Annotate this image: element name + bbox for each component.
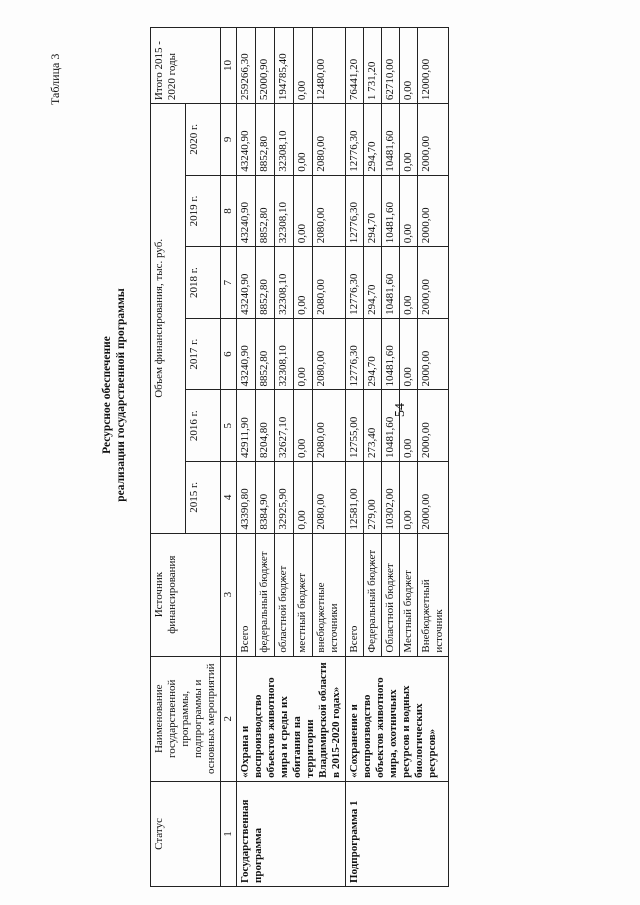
row-value: 8852,80: [256, 104, 275, 176]
row-value: 2080,00: [313, 247, 346, 319]
table-label: Таблица 3: [48, 53, 62, 105]
column-number: 8: [221, 175, 237, 247]
header-year: 2019 г.: [186, 175, 221, 247]
funding-table: [150, 27, 449, 887]
row-value: 10302,00: [382, 462, 400, 534]
title-line-2: реализации государственной программы: [115, 288, 127, 502]
row-value: 8384,90: [256, 462, 275, 534]
column-number: 5: [221, 390, 237, 462]
row-total: 62710,00: [382, 28, 400, 104]
row-total: 1 731,20: [364, 28, 382, 104]
row-value: 12776,30: [346, 175, 364, 247]
row-source: Областной бюджет: [382, 533, 400, 656]
row-total: 52000,90: [256, 28, 275, 104]
row-total: 76441,20: [346, 28, 364, 104]
row-source: областной бюджет: [275, 533, 294, 656]
row-source: Всего: [346, 533, 364, 656]
column-number: 9: [221, 104, 237, 176]
row-value: 0,00: [400, 175, 418, 247]
row-status: Государственная программа: [237, 781, 346, 886]
header-total: Итого 2015 - 2020 годы: [151, 28, 221, 104]
row-value: 10481,60: [382, 175, 400, 247]
row-source: Всего: [237, 533, 256, 656]
table-row: [346, 28, 364, 887]
row-value: 0,00: [294, 104, 313, 176]
row-value: 0,00: [400, 318, 418, 390]
column-number-row: [221, 28, 237, 887]
row-value: 32308,10: [275, 175, 294, 247]
row-value: 0,00: [400, 390, 418, 462]
row-value: 2000,00: [418, 462, 449, 534]
header-name: Наименование государственной программы, подпрограммы и основных мероприятий: [151, 656, 221, 781]
row-value: 2080,00: [313, 390, 346, 462]
column-number: 4: [221, 462, 237, 534]
row-status: Подпрограмма 1: [346, 781, 449, 886]
row-value: 10481,60: [382, 318, 400, 390]
row-source: Федеральный бюджет: [364, 533, 382, 656]
column-number: 1: [221, 781, 237, 886]
row-value: 8204,80: [256, 390, 275, 462]
row-value: 2080,00: [313, 175, 346, 247]
row-value: 32308,10: [275, 104, 294, 176]
row-value: 0,00: [294, 390, 313, 462]
row-value: 273,40: [364, 390, 382, 462]
row-value: 0,00: [294, 175, 313, 247]
row-value: 43390,80: [237, 462, 256, 534]
header-year: 2020 г.: [186, 104, 221, 176]
header-source: Источник финансирования: [151, 533, 221, 656]
row-value: 294,70: [364, 318, 382, 390]
row-total: 0,00: [400, 28, 418, 104]
page-number: 54: [393, 403, 408, 417]
row-value: 32308,10: [275, 247, 294, 319]
column-number: 6: [221, 318, 237, 390]
table-row: [237, 28, 256, 887]
row-total: 0,00: [294, 28, 313, 104]
row-value: 2000,00: [418, 104, 449, 176]
row-value: 8852,80: [256, 247, 275, 319]
row-name: «Сохранение и воспроизводство объектов животного мира, охотничьих ресурсов и водных биологических ресурсов»: [346, 656, 449, 781]
row-source: федеральный бюджет: [256, 533, 275, 656]
row-value: 10481,60: [382, 104, 400, 176]
header-status: Статус: [151, 781, 221, 886]
row-source: Местный бюджет: [400, 533, 418, 656]
row-value: 0,00: [294, 247, 313, 319]
row-value: 294,70: [364, 175, 382, 247]
row-value: 12581,00: [346, 462, 364, 534]
header-year: 2018 г.: [186, 247, 221, 319]
row-value: 2080,00: [313, 318, 346, 390]
row-total: 259266,30: [237, 28, 256, 104]
row-value: 0,00: [400, 104, 418, 176]
row-value: 43240,90: [237, 318, 256, 390]
column-number: 3: [221, 533, 237, 656]
column-number: 2: [221, 656, 237, 781]
row-value: 10481,60: [382, 390, 400, 462]
row-value: 12776,30: [346, 247, 364, 319]
row-value: 32308,10: [275, 318, 294, 390]
row-source: местный бюджет: [294, 533, 313, 656]
row-value: 2000,00: [418, 390, 449, 462]
row-source: внебюджетные источники: [313, 533, 346, 656]
row-value: 8852,80: [256, 318, 275, 390]
header-year: 2016 г.: [186, 390, 221, 462]
header-year: 2015 г.: [186, 462, 221, 534]
row-value: 8852,80: [256, 175, 275, 247]
row-value: 42911,90: [237, 390, 256, 462]
column-number: 10: [221, 28, 237, 104]
header-volume: Объем финансирования, тыс. руб.: [151, 104, 186, 534]
row-value: 43240,90: [237, 247, 256, 319]
document-title: [100, 145, 128, 645]
row-value: 12776,30: [346, 104, 364, 176]
row-value: 294,70: [364, 104, 382, 176]
row-value: 2080,00: [313, 104, 346, 176]
row-value: 0,00: [294, 462, 313, 534]
row-value: 2080,00: [313, 462, 346, 534]
row-value: 32925,90: [275, 462, 294, 534]
row-value: 2000,00: [418, 247, 449, 319]
row-total: 12480,00: [313, 28, 346, 104]
row-value: 43240,90: [237, 175, 256, 247]
row-total: 194785,40: [275, 28, 294, 104]
row-value: 294,70: [364, 247, 382, 319]
row-value: 12776,30: [346, 318, 364, 390]
row-value: 12755,00: [346, 390, 364, 462]
row-value: 0,00: [400, 462, 418, 534]
title-line-1: Ресурсное обеспечение: [101, 336, 113, 454]
row-total: 12000,00: [418, 28, 449, 104]
row-value: 10481,60: [382, 247, 400, 319]
row-value: 2000,00: [418, 318, 449, 390]
row-source: Внебюджетный источник: [418, 533, 449, 656]
row-value: 0,00: [400, 247, 418, 319]
row-value: 2000,00: [418, 175, 449, 247]
row-name: «Охрана и воспроизводство объектов животного мира и среды их обитания на территории Владимирской области в 2015-2020 годах»: [237, 656, 346, 781]
row-value: 279,00: [364, 462, 382, 534]
header-year: 2017 г.: [186, 318, 221, 390]
column-number: 7: [221, 247, 237, 319]
row-value: 0,00: [294, 318, 313, 390]
row-value: 43240,90: [237, 104, 256, 176]
row-value: 32627,10: [275, 390, 294, 462]
